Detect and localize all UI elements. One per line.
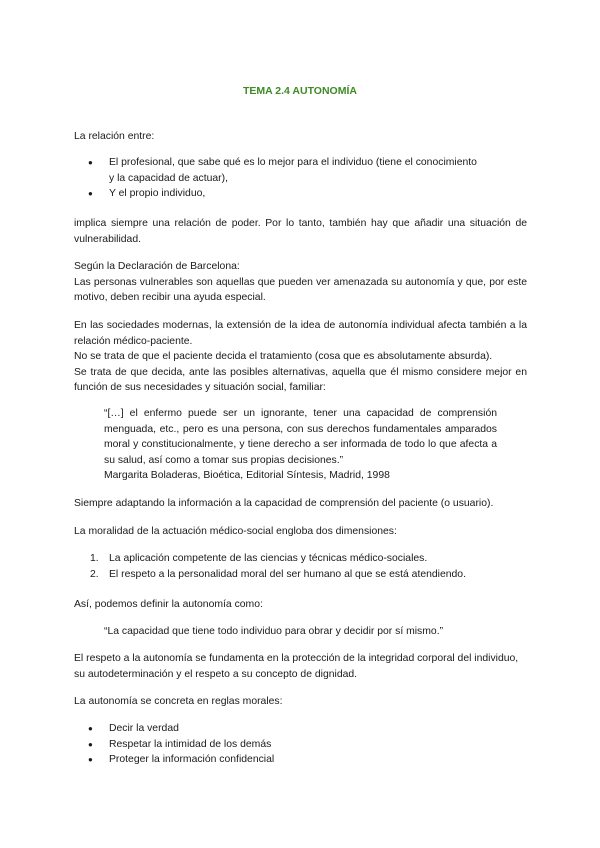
list-item-text: La aplicación competente de las ciencias y técnicas médico-sociales. (109, 553, 428, 564)
intro-list (74, 155, 484, 202)
list-number: 2. (90, 568, 99, 580)
reglas-list (74, 721, 527, 768)
respeto-paragraph (74, 651, 527, 682)
intro-paragraph (74, 129, 527, 145)
definicion-text: “La capacidad que tiene todo individuo para obrar y decidir por sí mismo.” (104, 626, 444, 637)
intro-text: La relación entre: (74, 131, 155, 142)
declaracion-heading: Según la Declaración de Barcelona: (74, 261, 240, 272)
implica-text: implica siempre una relación de poder. Por lo tanto, también hay que añadir una situación de vulnerabilidad. (74, 218, 527, 245)
list-item (74, 551, 527, 567)
document-title: TEMA 2.4 AUTONOMÍA (243, 85, 357, 97)
list-item: ● Proteger la información confidencial (74, 752, 527, 768)
definir-paragraph (74, 597, 527, 613)
quote-text: “[…] el enfermo puede ser un ignorante, tener una capacidad de comprensión menguada, etc., pero es una persona, con sus derechos fundamentales amparados moral y constitucionalmente, y tiene derecho a ser informada de todo lo que afecta a su salud, así como a tomar sus propias decisiones.” (104, 408, 497, 466)
se-trata-text: Se trata de que decida, ante las posibles alternativas, aquella que él mismo considere mejor en función de sus necesidades y situación social, familiar: (74, 366, 527, 393)
moralidad-text: La moralidad de la actuación médico-social engloba dos dimensiones: (74, 526, 397, 537)
declaracion-text: Las personas vulnerables son aquellas que pueden ver amenazada su autonomía y que, por este motivo, deben recibir una ayuda especial. (74, 276, 527, 303)
sociedades-paragraph (74, 318, 527, 396)
declaracion-paragraph (74, 259, 527, 306)
siempre-paragraph (74, 496, 527, 512)
reglas-paragraph (74, 694, 527, 710)
dimensiones-list (74, 551, 527, 582)
list-item: ● Decir la verdad (74, 721, 527, 737)
reglas-heading: La autonomía se concreta en reglas morales: (74, 696, 283, 707)
sociedades-text: En las sociedades modernas, la extensión de la idea de autonomía individual afecta también a la relación médico-paciente. (74, 320, 527, 347)
no-se-trata-text: No se trata de que el paciente decida el tratamiento (cosa que es absolutamente absurda). (74, 351, 493, 362)
definicion-block (104, 624, 497, 640)
definir-text: Así, podemos definir la autonomía como: (74, 599, 263, 610)
list-item: ● Y el propio individuo, (74, 186, 484, 202)
list-item: ● El profesional, que sabe qué es lo mejor para el individuo (tiene el conocimiento y la capacidad de actuar), (74, 155, 484, 186)
list-item (74, 567, 527, 583)
list-number: 1. (90, 553, 99, 564)
list-item: ● Respetar la intimidad de los demás (74, 737, 527, 753)
moralidad-paragraph (74, 524, 527, 540)
list-item-text: El respeto a la personalidad moral del ser humano al que se está atendiendo. (109, 568, 466, 580)
quote-block (104, 406, 497, 484)
quote-source: Margarita Boladeras, Bioética, Editorial Síntesis, Madrid, 1998 (104, 470, 390, 481)
implica-paragraph (74, 216, 527, 247)
respeto-text: El respeto a la autonomía se fundamenta en la protección de la integridad corporal del individuo, su autodeterminación y el respeto a su concepto de dignidad. (74, 653, 519, 680)
siempre-text: Siempre adaptando la información a la capacidad de comprensión del paciente (o usuario). (74, 498, 494, 509)
